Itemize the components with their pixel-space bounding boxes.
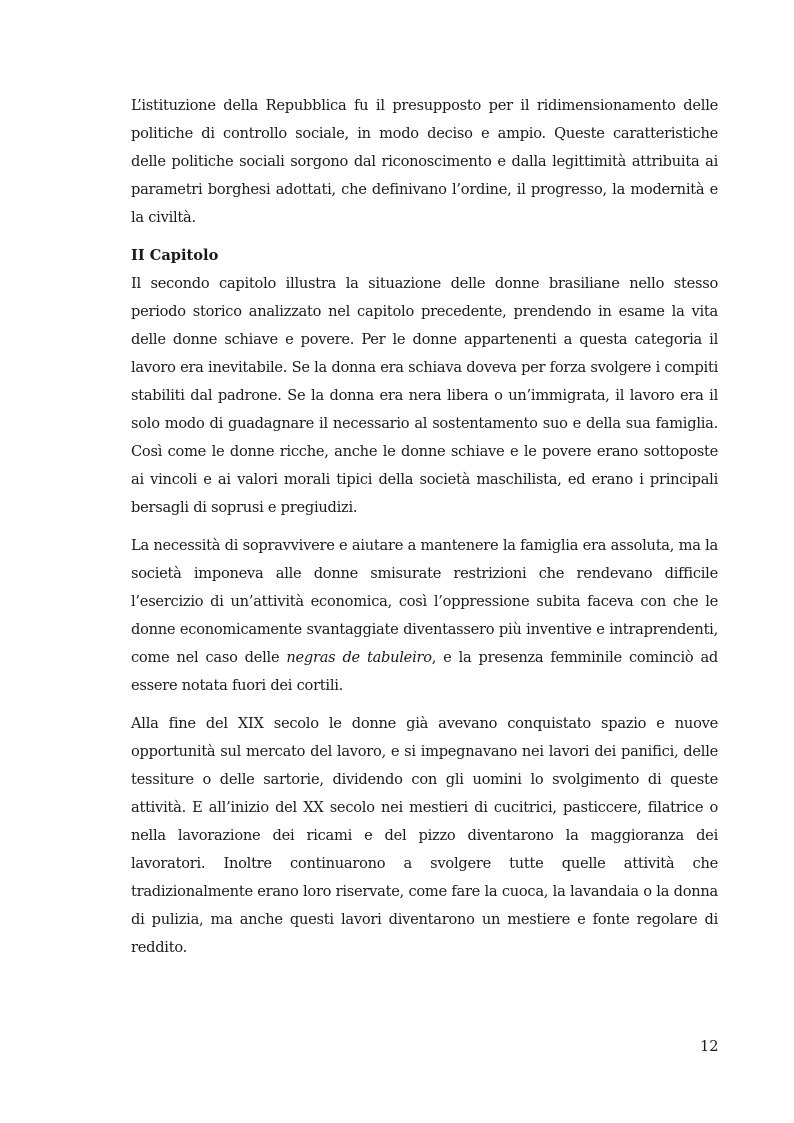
paragraph-intro: L’istituzione della Repubblica fu il presupposto per il ridimensionamento delle politiche di controllo sociale, in modo deciso e ampio. Queste caratteristiche delle politiche sociali sorgono dal riconoscimento e dalla legittimità attribuita ai parametri borghesi adottati, che definivano l’ordine, il progresso, la modernità e la civiltà. [131,97,718,226]
paragraph-survival-text-end: , e la presenza femminile cominciò ad essere notata fuori dei cortili. [131,649,719,694]
italic-term: negras de tabuleiro [286,649,432,666]
paragraph-survival-text-start: La necessità di sopravvivere e aiutare a mantenere la famiglia era assoluta, ma la società imponeva alle donne smisurate restrizioni che rendevano difficile l’esercizio di un’attività economica, così l’oppressione subita faceva con che le donne economicamente svantaggiate diventassero più inventive e intraprendenti, come nel caso delle [131,537,718,666]
paragraph-survival [131,532,718,700]
paragraph-labor-market: Alla fine del XIX secolo le donne già avevano conquistato spazio e nuove opportunità sul mercato del lavoro, e si impegnavano nei lavori dei panifici, delle tessiture o delle sartorie, dividendo con gli uomini lo svolgimento di queste attività. E all’inizio del XX secolo nei mestieri di cucitrici, pasticcere, filatrice o nella lavorazione dei ricami e del pizzo diventarono la maggioranza dei lavoratori. Inoltre continuarono a svolgere tutte quelle attività che tradizionalmente erano loro riservate, come fare la cuoca, la lavandaia o la donna di pulizia, ma anche questi lavori diventarono un mestiere e fonte regolare di reddito. [131,715,718,956]
paragraph-chapter-summary: Il secondo capitolo illustra la situazione delle donne brasiliane nello stesso periodo storico analizzato nel capitolo precedente, prendendo in esame la vita delle donne schiave e povere. Per le donne appartenenti a questa categoria il lavoro era inevitabile. Se la donna era schiava doveva per forza svolgere i compiti stabiliti dal padrone. Se la donna era nera libera o un’immigrata, il lavoro era il solo modo di guadagnare il necessario al sostentamento suo e della sua famiglia. Così come le donne ricche, anche le donne schiave e le povere erano sottoposte ai vincoli e ai valori morali tipici della società maschilista, ed erano i principali bersagli di soprusi e pregiudizi. [131,275,718,516]
page-number: 12 [700,1038,719,1055]
chapter-heading: II Capitolo [131,247,219,264]
page-body [131,92,718,962]
